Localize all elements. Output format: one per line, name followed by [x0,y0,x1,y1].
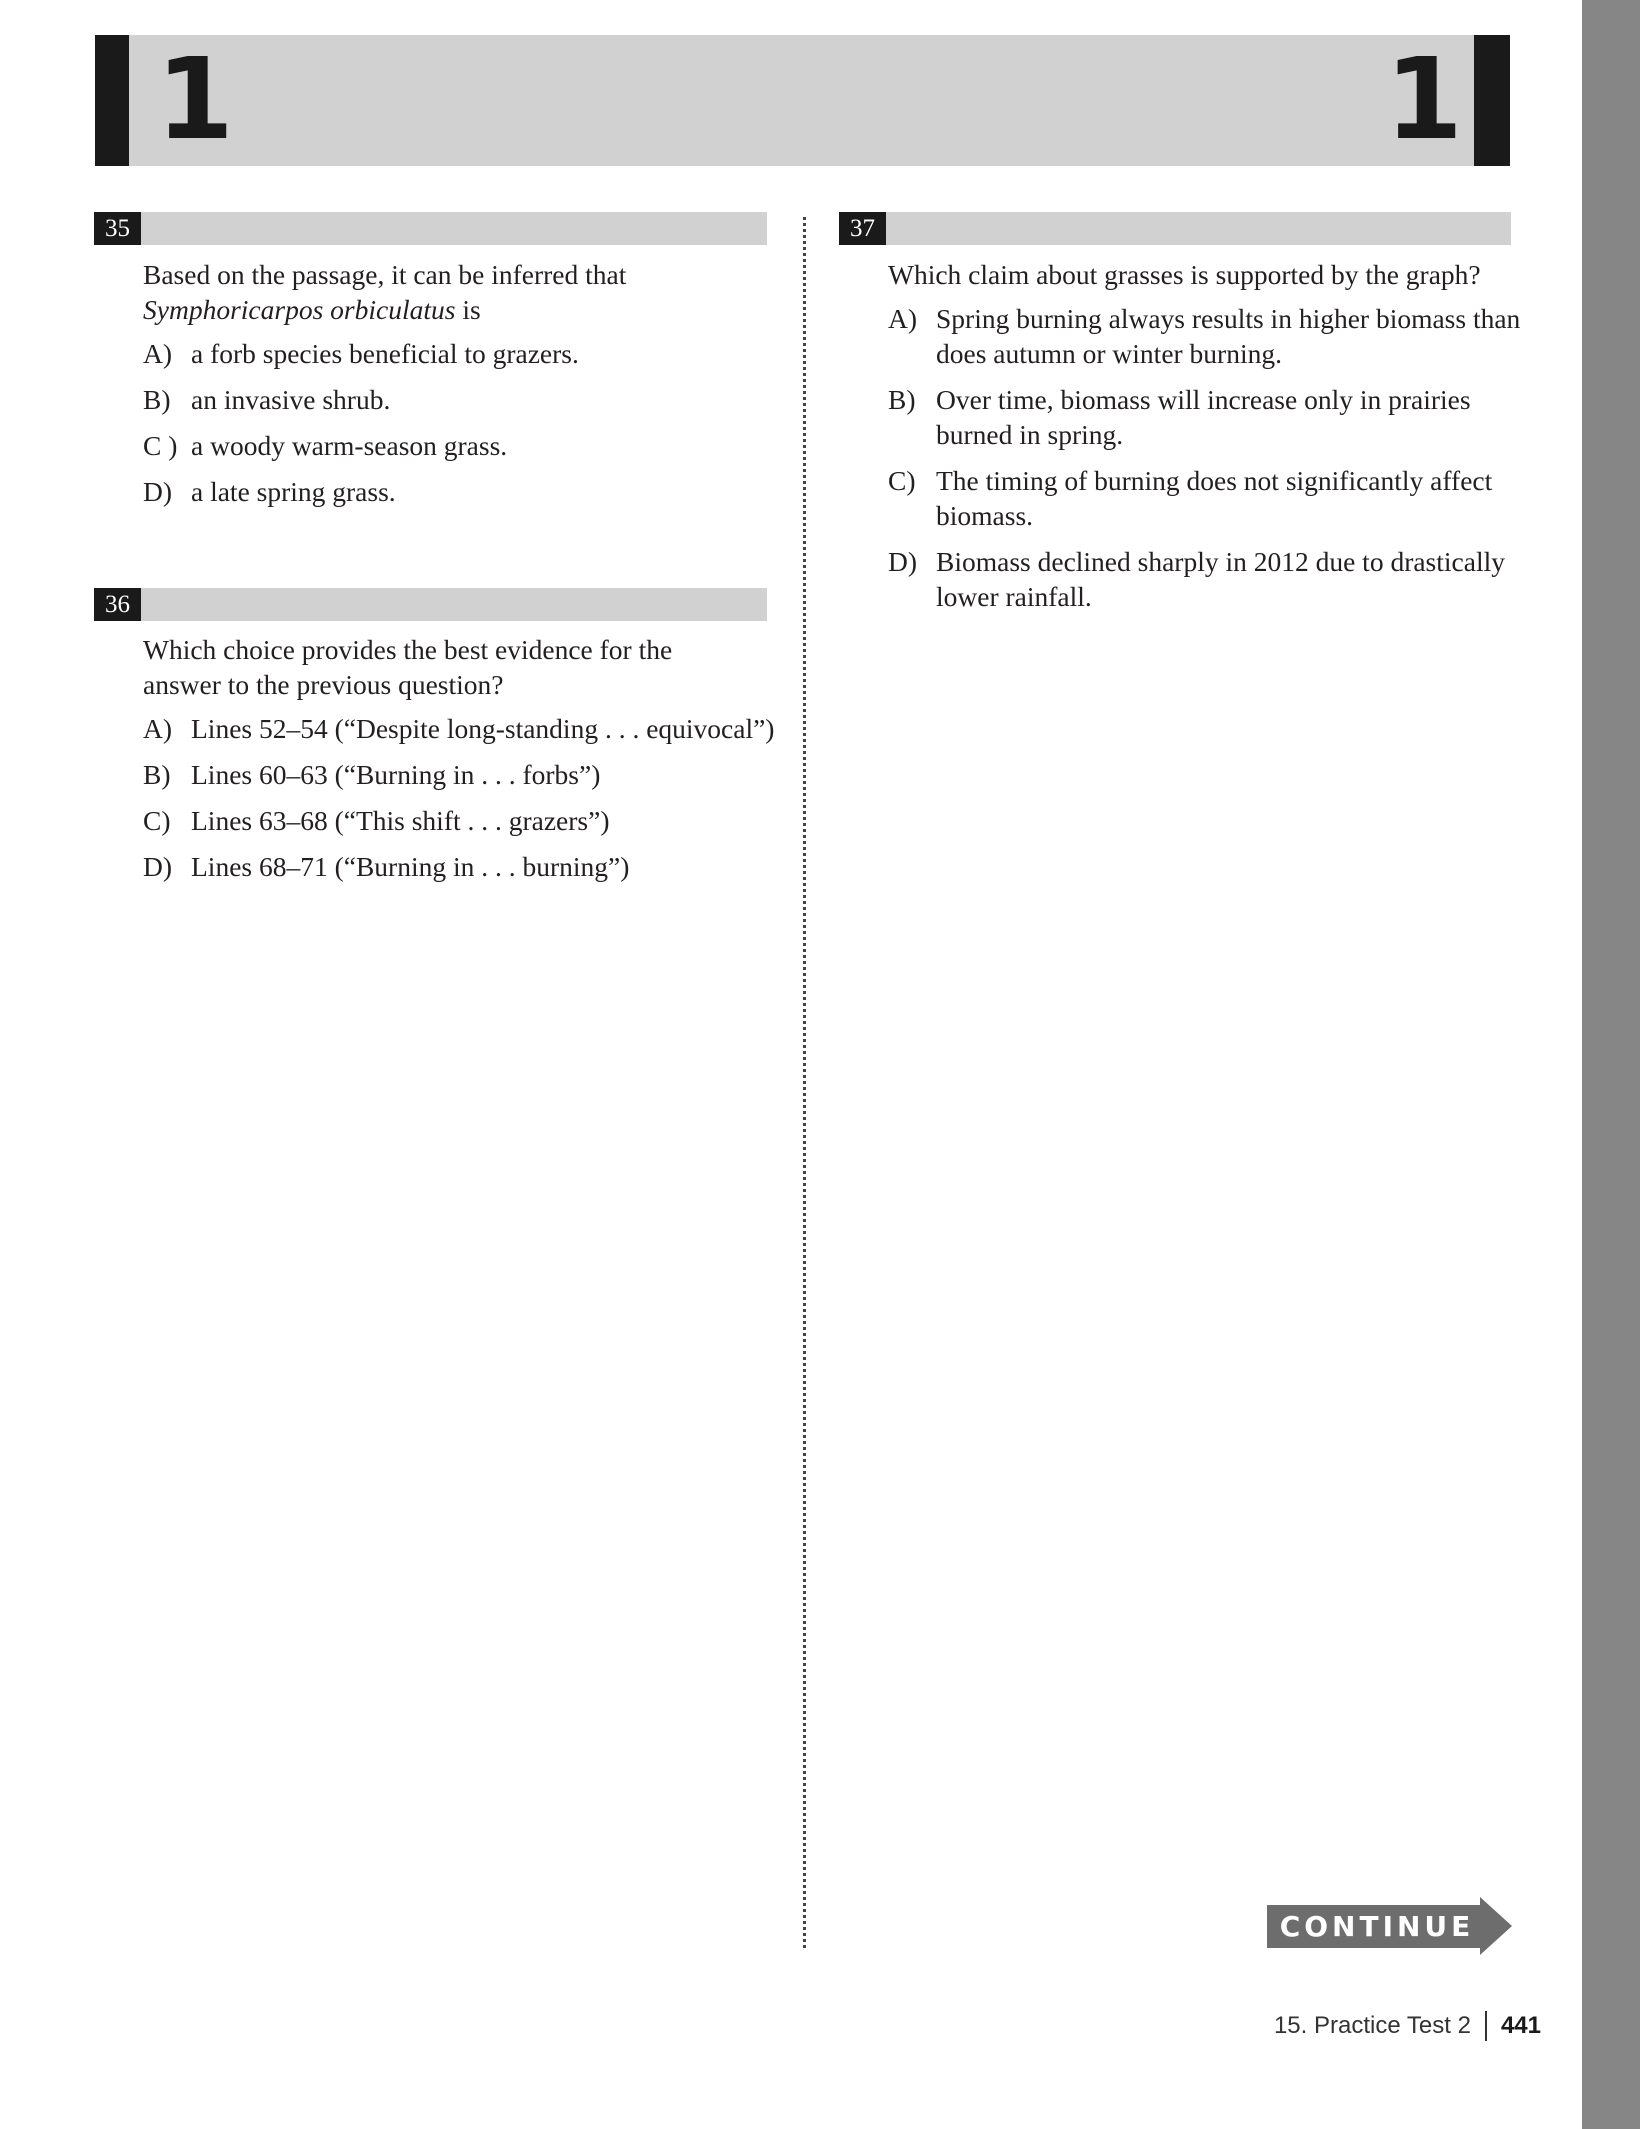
chapter-label: 15. Practice Test 2 [1273,2012,1471,2039]
answer-option-c[interactable]: C) The timing of burning does not significantly affect biomass. [888,465,1493,531]
question-37 [888,257,1523,625]
answer-option-b[interactable]: B) an invasive shrub. [143,384,391,415]
answer-option-d[interactable]: D) Biomass declined sharply in 2012 due to drastically lower rainfall. [888,546,1505,612]
section-header-band [129,35,1474,166]
answer-option-d[interactable]: D) a late spring grass. [143,476,396,507]
section-marker-left [95,35,129,166]
question-36 [143,632,783,895]
question-number: 35 [94,212,141,245]
section-marker-right [1474,35,1510,166]
answer-option-a[interactable]: A) Spring burning always results in higher biomass than does autumn or winter burning. [888,303,1521,369]
answer-option-a[interactable]: A) Lines 52–54 (“Despite long-standing . . . equivocal”) [143,713,775,744]
footer-separator [1485,2011,1487,2041]
question-number: 37 [839,212,886,245]
answer-option-a[interactable]: A) a forb species beneficial to grazers. [143,338,579,369]
question-stem: Which choice provides the best evidence for the answer to the previous question? [143,634,673,700]
page-number: 441 [1500,2012,1541,2039]
answer-option-d[interactable]: D) Lines 68–71 (“Burning in . . . burning”) [143,851,630,882]
question-stem: Based on the passage, it can be inferred that Symphoricarpos orbiculatus is [143,259,627,325]
question-37-header [839,212,1511,245]
section-number-left: 1 [156,35,234,165]
page-footer [1274,2011,1541,2041]
question-stem: Which claim about grasses is supported by the graph? [888,259,1481,290]
answer-option-c[interactable]: C ) a woody warm-season grass. [143,430,508,461]
answer-option-c[interactable]: C) Lines 63–68 (“This shift . . . grazers”) [143,805,610,836]
answer-option-b[interactable]: B) Over time, biomass will increase only in prairies burned in spring. [888,384,1471,450]
question-number: 36 [94,588,141,621]
question-35 [143,257,773,520]
question-35-header [94,212,767,245]
answer-option-b[interactable]: B) Lines 60–63 (“Burning in . . . forbs”) [143,759,601,790]
page-edge-strip [1582,0,1640,2129]
section-number-right: 1 [1385,35,1463,165]
continue-label: CONTINUE [1279,1910,1475,1943]
question-36-header [94,588,767,621]
continue-arrow [1267,1897,1513,1955]
column-divider [803,217,806,1948]
